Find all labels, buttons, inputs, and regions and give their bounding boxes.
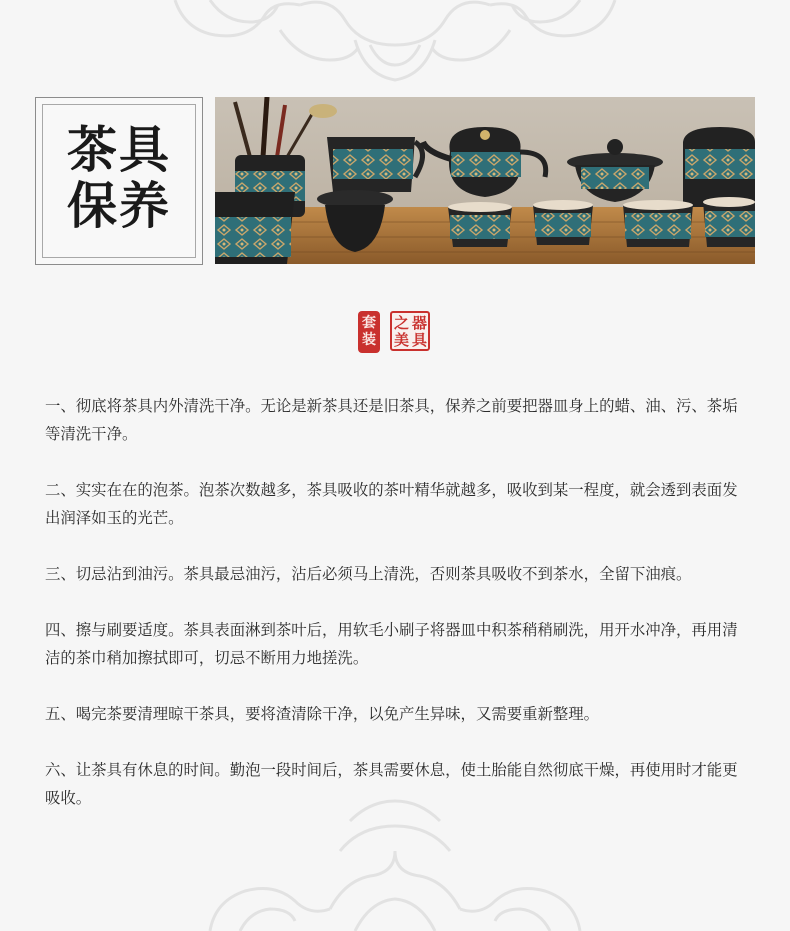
title-line-2: 保养	[67, 176, 171, 235]
cloud-pattern-bottom	[0, 791, 790, 931]
paragraph-2: 二、实实在在的泡茶。泡茶次数越多，茶具吸收的茶叶精华就越多，吸收到某一程度，就会透到表面发出润泽如玉的光芒。	[45, 481, 738, 527]
title-line-1: 茶具	[67, 120, 171, 179]
paragraph-5: 五、喝完茶要清理晾干茶具，要将渣清除干净，以免产生异味，又需要重新整理。	[45, 705, 600, 723]
paragraph-1: 一、彻底将茶具内外清洗干净。无论是新茶具还是旧茶具，保养之前要把器皿身上的蜡、油、污、茶垢等清洗干净。	[45, 397, 738, 443]
paragraph-4: 四、擦与刷要适度。茶具表面淋到茶叶后，用软毛小刷子将器皿中积茶稍稍刷洗，用开水冲净，再用清洁的茶巾稍加擦拭即可，切忌不断用力地搓洗。	[45, 621, 738, 667]
paragraph-6: 六、让茶具有休息的时间。勤泡一段时间后，茶具需要休息，使土胎能自然彻底干燥，再使用时才能更吸收。	[45, 761, 738, 807]
seal-left-text: 套装	[362, 315, 376, 348]
seal-taozhuang	[358, 311, 380, 353]
title-frame	[35, 97, 203, 265]
paragraph-3: 三、切忌沾到油污。茶具最忌油污，沾后必须马上清洗，否则茶具吸收不到茶水，全留下油痕。	[45, 565, 692, 583]
page-title	[36, 122, 202, 234]
seal-char-2: 器	[412, 314, 428, 332]
seal-char-1: 之	[394, 314, 410, 332]
cloud-pattern-top	[0, 0, 790, 95]
seal-char-4: 具	[412, 331, 428, 349]
seal-char-3: 美	[394, 331, 410, 349]
seal-qijuzhimei	[390, 311, 430, 351]
tea-set-photo	[215, 97, 755, 264]
